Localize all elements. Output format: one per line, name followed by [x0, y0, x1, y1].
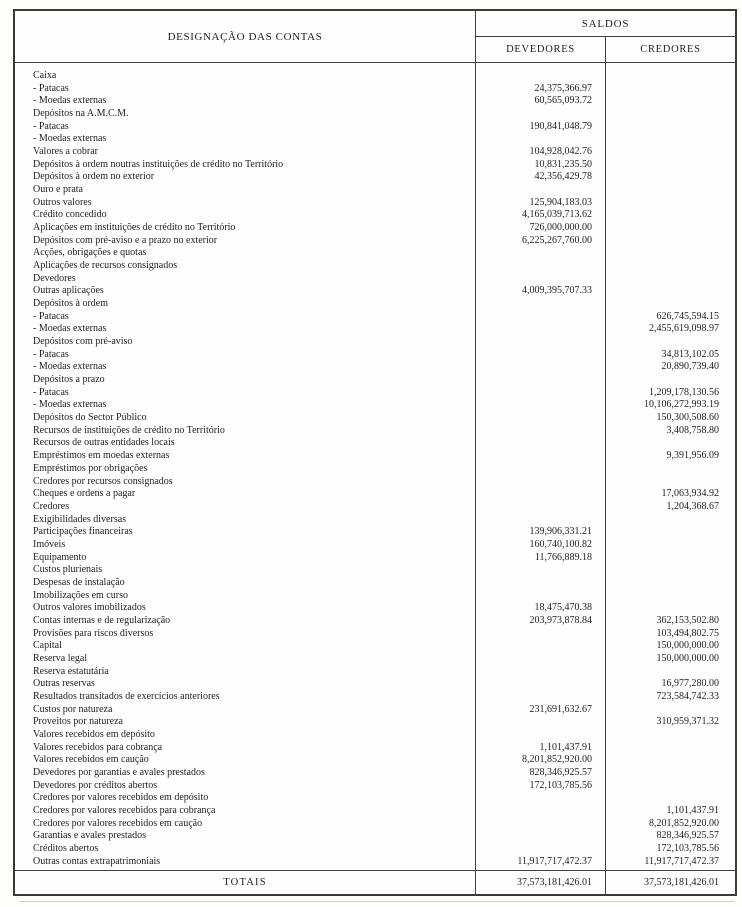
- table-row: [15, 577, 735, 590]
- totals-row: [15, 871, 735, 894]
- devedores-value: [475, 792, 605, 805]
- account-label: - Patacas: [33, 348, 69, 360]
- account-label: Depósitos à ordem no exterior: [33, 171, 155, 183]
- devedores-value: [475, 450, 605, 463]
- devedores-value: [475, 323, 605, 336]
- devedores-value: [475, 729, 605, 742]
- account-label: Devedores por créditos abertos: [33, 779, 158, 791]
- devedores-value: 8,201,852,920.00: [522, 754, 592, 766]
- credores-value: 3,408,758.80: [666, 424, 719, 436]
- account-label: Depósitos à ordem noutras instituições de crédito no Território: [33, 158, 284, 170]
- credores-value: [605, 704, 735, 717]
- table-row: [15, 323, 735, 336]
- header-saldos: SALDOS: [581, 17, 630, 30]
- account-label: Reserva legal: [33, 652, 88, 664]
- credores-value: [605, 285, 735, 298]
- account-label: Custos por natureza: [33, 703, 113, 715]
- credores-value: [605, 754, 735, 767]
- account-label: - Moedas externas: [33, 95, 107, 107]
- credores-value: [605, 298, 735, 311]
- devedores-value: [475, 514, 605, 527]
- credores-value: [605, 336, 735, 349]
- table-row: [15, 235, 735, 248]
- credores-value: [605, 171, 735, 184]
- account-label: Aplicações em instituições de crédito no Território: [33, 222, 236, 234]
- table-row: [15, 590, 735, 603]
- table-row: [15, 602, 735, 615]
- table-row: [15, 526, 735, 539]
- devedores-value: [475, 133, 605, 146]
- table-row: [15, 640, 735, 653]
- devedores-value: 60,565,093.72: [534, 95, 592, 107]
- table-row: [15, 171, 735, 184]
- table-row: [15, 108, 735, 121]
- table-row: [15, 95, 735, 108]
- account-label: Reserva estatutária: [33, 665, 109, 677]
- table-row: [15, 653, 735, 666]
- account-label: Depósitos à ordem: [33, 298, 108, 310]
- table-row: [15, 374, 735, 387]
- account-label: Crédito concedido: [33, 209, 107, 221]
- credores-value: [605, 463, 735, 476]
- devedores-value: 10,831,235.50: [534, 158, 592, 170]
- credores-value: 17,063,934.92: [661, 488, 719, 500]
- devedores-value: [475, 374, 605, 387]
- table-row: [15, 742, 735, 755]
- devedores-value: 160,740,100.82: [529, 538, 592, 550]
- credores-value: [605, 780, 735, 793]
- account-label: Recursos de instituições de crédito no Território: [33, 424, 225, 436]
- credores-value: 310,959,371.32: [656, 716, 719, 728]
- credores-value: [605, 209, 735, 222]
- devedores-value: [475, 716, 605, 729]
- credores-value: 626,745,594.15: [656, 310, 719, 322]
- account-label: - Patacas: [33, 120, 69, 132]
- totals-devedores-value: 37,573,181,426.01: [517, 877, 592, 888]
- devedores-value: [475, 425, 605, 438]
- table-row: [15, 628, 735, 641]
- table-row: [15, 830, 735, 843]
- credores-value: 828,346,925.57: [656, 830, 719, 842]
- credores-value: 362,153,502.80: [656, 614, 719, 626]
- table-row: [15, 856, 735, 869]
- header-devedores: DEVEDORES: [506, 44, 575, 55]
- account-label: Devedores: [33, 272, 76, 284]
- credores-value: 172,103,785.56: [656, 842, 719, 854]
- account-label: Resultados transitados de exercícios anteriores: [33, 690, 220, 702]
- table-row: [15, 488, 735, 501]
- devedores-value: [475, 298, 605, 311]
- table-row: [15, 754, 735, 767]
- account-label: Imóveis: [33, 538, 66, 550]
- credores-value: [605, 564, 735, 577]
- devedores-value: 11,766,889.18: [534, 551, 592, 563]
- table-row: [15, 805, 735, 818]
- scan-edge-artifact: [20, 901, 734, 902]
- account-label: Despesas de instalação: [33, 576, 125, 588]
- credores-value: 8,201,852,920.00: [649, 817, 719, 829]
- account-label: Créditos abertos: [33, 842, 99, 854]
- devedores-value: [475, 488, 605, 501]
- devedores-value: [475, 349, 605, 362]
- credores-value: [605, 514, 735, 527]
- account-label: - Moedas externas: [33, 361, 107, 373]
- table-row: [15, 273, 735, 286]
- credores-value: [605, 159, 735, 172]
- credores-value: [605, 374, 735, 387]
- table-row: [15, 349, 735, 362]
- devedores-value: 18,475,470.38: [534, 602, 592, 614]
- credores-value: 1,101,437.91: [666, 804, 719, 816]
- account-label: Valores recebidos em depósito: [33, 728, 155, 740]
- table-row: [15, 767, 735, 780]
- account-label: Recursos de outras entidades locais: [33, 437, 175, 449]
- credores-value: 10,106,272,993.19: [644, 399, 719, 411]
- table-row: [15, 399, 735, 412]
- account-label: Empréstimos por obrigações: [33, 462, 148, 474]
- table-row: [15, 260, 735, 273]
- devedores-value: [475, 653, 605, 666]
- devedores-value: [475, 590, 605, 603]
- totals-label: TOTAIS: [223, 877, 267, 888]
- credores-value: [605, 83, 735, 96]
- devedores-value: [475, 399, 605, 412]
- devedores-value: [475, 184, 605, 197]
- devedores-value: [475, 476, 605, 489]
- account-label: Custos plurienais: [33, 564, 103, 576]
- devedores-value: 104,928,042.76: [529, 146, 592, 158]
- account-label: Capital: [33, 640, 62, 652]
- table-body: [15, 63, 735, 870]
- devedores-value: [475, 691, 605, 704]
- devedores-value: 1,101,437.91: [539, 741, 592, 753]
- credores-value: 11,917,717,472.37: [644, 855, 719, 867]
- account-label: Equipamento: [33, 551, 87, 563]
- table-row: [15, 437, 735, 450]
- account-label: Valores recebidos em caução: [33, 754, 149, 766]
- account-label: Credores por valores recebidos em depósito: [33, 792, 209, 804]
- credores-value: [605, 767, 735, 780]
- table-row: [15, 678, 735, 691]
- table-row: [15, 450, 735, 463]
- account-label: Credores por recursos consignados: [33, 475, 173, 487]
- account-label: Exigibilidades diversas: [33, 513, 127, 525]
- devedores-value: [475, 666, 605, 679]
- credores-value: [605, 476, 735, 489]
- credores-value: [605, 666, 735, 679]
- credores-value: 150,000,000.00: [656, 640, 719, 652]
- account-label: Outras reservas: [33, 678, 95, 690]
- credores-value: [605, 742, 735, 755]
- devedores-value: [475, 273, 605, 286]
- devedores-value: 11,917,717,472.37: [517, 855, 592, 867]
- account-label: Outros valores imobilizados: [33, 602, 146, 614]
- credores-value: 9,391,956.09: [666, 450, 719, 462]
- table-row: [15, 539, 735, 552]
- table-row: [15, 729, 735, 742]
- table-row: [15, 463, 735, 476]
- devedores-value: [475, 818, 605, 831]
- credores-value: [605, 70, 735, 83]
- table-row: [15, 197, 735, 210]
- table-row: [15, 70, 735, 83]
- table-row: [15, 552, 735, 565]
- devedores-value: [475, 564, 605, 577]
- account-label: Depósitos a prazo: [33, 374, 105, 386]
- credores-value: [605, 437, 735, 450]
- devedores-value: 190,841,048.79: [529, 120, 592, 132]
- header-credores: CREDORES: [640, 44, 701, 55]
- devedores-value: 42,356,429.78: [534, 171, 592, 183]
- credores-value: [605, 235, 735, 248]
- account-label: Devedores por garantias e avales prestados: [33, 766, 205, 778]
- table-row: [15, 704, 735, 717]
- credores-value: [605, 273, 735, 286]
- account-label: Aplicações de recursos consignados: [33, 260, 178, 272]
- account-label: Credores: [33, 500, 70, 512]
- credores-value: [605, 146, 735, 159]
- credores-value: 723,584,742.33: [656, 690, 719, 702]
- credores-value: [605, 526, 735, 539]
- devedores-value: 125,904,183.03: [529, 196, 592, 208]
- devedores-value: [475, 843, 605, 856]
- credores-value: [605, 133, 735, 146]
- credores-value: 150,000,000.00: [656, 652, 719, 664]
- devedores-value: 726,000,000.00: [529, 222, 592, 234]
- table-row: [15, 222, 735, 235]
- account-label: Credores por valores recebidos em caução: [33, 817, 203, 829]
- table-row: [15, 247, 735, 260]
- credores-value: 34,813,102.05: [661, 348, 719, 360]
- table-row: [15, 843, 735, 856]
- credores-value: [605, 577, 735, 590]
- devedores-value: [475, 501, 605, 514]
- table-row: [15, 666, 735, 679]
- devedores-value: [475, 70, 605, 83]
- table-row: [15, 209, 735, 222]
- account-label: Depósitos na A.M.C.M.: [33, 108, 129, 120]
- account-label: - Moedas externas: [33, 133, 107, 145]
- account-label: Proveitos por natureza: [33, 716, 123, 728]
- credores-value: [605, 260, 735, 273]
- devedores-value: [475, 830, 605, 843]
- account-label: - Moedas externas: [33, 323, 107, 335]
- account-label: Garantias e avales prestados: [33, 830, 147, 842]
- credores-value: [605, 729, 735, 742]
- account-label: Depósitos com pré-aviso: [33, 336, 133, 348]
- devedores-value: [475, 260, 605, 273]
- account-label: Outras aplicações: [33, 285, 104, 297]
- table-row: [15, 425, 735, 438]
- account-label: - Patacas: [33, 386, 69, 398]
- account-label: Caixa: [33, 70, 57, 81]
- devedores-value: [475, 463, 605, 476]
- credores-value: [605, 95, 735, 108]
- devedores-value: [475, 336, 605, 349]
- table-row: [15, 184, 735, 197]
- devedores-value: [475, 805, 605, 818]
- devedores-value: [475, 628, 605, 641]
- devedores-value: [475, 247, 605, 260]
- account-label: Depósitos com pré-aviso e a prazo no exterior: [33, 234, 218, 246]
- devedores-value: [475, 311, 605, 324]
- devedores-value: 139,906,331.21: [529, 526, 592, 538]
- credores-value: [605, 222, 735, 235]
- devedores-value: [475, 108, 605, 121]
- credores-value: [605, 590, 735, 603]
- account-label: Credores por valores recebidos para cobrança: [33, 804, 216, 816]
- table-row: [15, 336, 735, 349]
- devedores-value: 4,165,039,713.62: [522, 209, 592, 221]
- credores-value: [605, 792, 735, 805]
- table-row: [15, 83, 735, 96]
- table-row: [15, 298, 735, 311]
- credores-value: [605, 539, 735, 552]
- table-row: [15, 285, 735, 298]
- credores-value: [605, 552, 735, 565]
- credores-value: 150,300,508.60: [656, 412, 719, 424]
- credores-value: [605, 184, 735, 197]
- table-row: [15, 387, 735, 400]
- devedores-value: [475, 387, 605, 400]
- credores-value: 2,455,619,098.97: [649, 323, 719, 335]
- account-label: Empréstimos em moedas externas: [33, 450, 170, 462]
- table-row: [15, 311, 735, 324]
- credores-value: 1,209,178,130.56: [649, 386, 719, 398]
- devedores-value: 172,103,785.56: [529, 779, 592, 791]
- credores-value: [605, 247, 735, 260]
- credores-value: [605, 602, 735, 615]
- account-label: Outras contas extrapatrimoniais: [33, 855, 161, 867]
- devedores-value: [475, 412, 605, 425]
- devedores-value: [475, 640, 605, 653]
- account-label: Contas internas e de regularização: [33, 614, 171, 626]
- account-label: - Patacas: [33, 310, 69, 322]
- header-designacao-das-contas: DESIGNAÇÃO DAS CONTAS: [167, 30, 323, 43]
- account-label: Provisões para riscos diversos: [33, 627, 154, 639]
- table-row: [15, 159, 735, 172]
- totals-credores-value: 37,573,181,426.01: [644, 877, 719, 888]
- credores-value: 20,890,739.40: [661, 361, 719, 373]
- account-label: Imobilizações em curso: [33, 589, 128, 601]
- table-row: [15, 361, 735, 374]
- devedores-value: 4,009,395,707.33: [522, 285, 592, 297]
- table-row: [15, 121, 735, 134]
- devedores-value: [475, 437, 605, 450]
- account-label: Depósitos do Sector Público: [33, 412, 147, 424]
- table-row: [15, 476, 735, 489]
- devedores-value: [475, 577, 605, 590]
- table-row: [15, 780, 735, 793]
- credores-value: [605, 108, 735, 121]
- account-label: Valores recebidos para cobrança: [33, 741, 163, 753]
- table-row: [15, 716, 735, 729]
- accounts-table: [13, 9, 737, 896]
- credores-value: [605, 121, 735, 134]
- table-row: [15, 564, 735, 577]
- table-row: [15, 501, 735, 514]
- account-label: Ouro e prata: [33, 184, 83, 196]
- table-row: [15, 514, 735, 527]
- devedores-value: 24,375,366.97: [534, 82, 592, 94]
- devedores-value: 203,973,878.84: [529, 614, 592, 626]
- credores-value: [605, 197, 735, 210]
- credores-value: 16,977,280.00: [661, 678, 719, 690]
- devedores-value: 6,225,267,760.00: [522, 234, 592, 246]
- table-row: [15, 146, 735, 159]
- devedores-value: [475, 678, 605, 691]
- table-row: [15, 818, 735, 831]
- table-row: [15, 133, 735, 146]
- credores-value: 103,494,802.75: [656, 627, 719, 639]
- account-label: Acções, obrigações e quotas: [33, 247, 147, 259]
- devedores-value: [475, 361, 605, 374]
- account-label: Cheques e ordens a pagar: [33, 488, 136, 500]
- table-row: [15, 412, 735, 425]
- account-label: - Moedas externas: [33, 399, 107, 411]
- account-label: - Patacas: [33, 82, 69, 94]
- credores-value: 1,204,368.67: [666, 500, 719, 512]
- account-label: Valores a cobrar: [33, 146, 98, 158]
- table-row: [15, 792, 735, 805]
- devedores-value: 828,346,925.57: [529, 766, 592, 778]
- table-row: [15, 615, 735, 628]
- table-row: [15, 691, 735, 704]
- account-label: Participações financeiras: [33, 526, 133, 538]
- account-label: Outros valores: [33, 196, 92, 208]
- devedores-value: 231,691,632.67: [529, 703, 592, 715]
